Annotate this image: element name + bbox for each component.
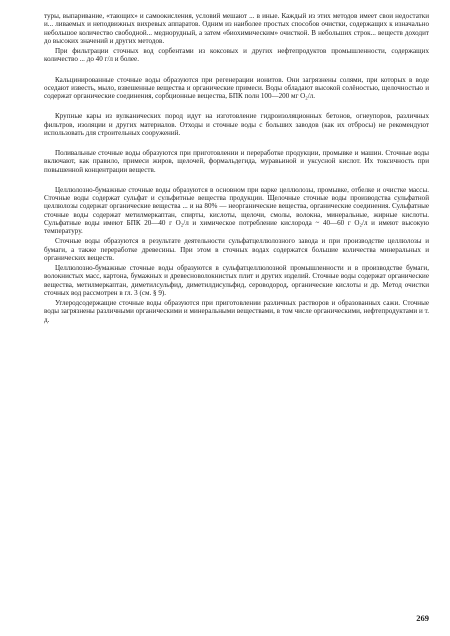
paragraph-9: Углеродсодержащие сточные воды образуются при приготовлении различных растворов и образованных сажи. Сточные воды загрязнены различными органическими и минеральными веществами, в том числе органическими, нефтепродуктами и т. д. [44,299,429,324]
paragraph-8: Целлюлозно-бумажные сточные воды образуются в сульфатцеллюлозной промышленности и в производстве бумаги, волокнистых масс, картона, бумажных и древесноволокнистых плит и других изделий. Сточные воды содержат органические вещества, метилмеркаптан, диметилсульфид, диметилдисульфид, сероводород, органические кислоты и др. Метод очистки сточных вод рассмотрен в гл. 3 (см. § 9). [44,264,429,297]
page-number: 269 [416,612,429,623]
paragraph-3: Кальцинированные сточные воды образуются при регенерации ионитов. Они загрязнены солями, при которых в воде оседают известь, мыло, взвешенные вещества и органические примеси. Воды обладают высокой солёностью, щелочностью и содержат органические соединения, сорбционные вещества, БПК полн 100—200 мг О₂/л. [44,75,429,100]
spacer [44,174,429,186]
spacer [44,100,429,112]
paragraph-5: Поливальные сточные воды образуются при приготовлении и переработке продукции, промывке и машин. Сточные воды включают, как правило, примеси жиров, щелочей, формальдегида, муравьиной и уксусной кислот. Их токсичность при повышенной концентрации веществ. [44,149,429,174]
spacer [44,64,429,76]
paragraph-4: Крупные кары из вулканических пород идут на изготовление гидроизоляционных бетонов, огнеупоров, различных фильтров, изоляции и других материалов. Отходы и сточные воды с больших заводов (как их отбросы) не рекомендуют использовать для строительных сооружений. [44,112,429,137]
paragraph-2: При фильтрации сточных вод сорбентами из коксовых и других нефтепродуктов промышленности, содержащих количество ... до 40 г/л и более. [44,47,429,64]
spacer [44,137,429,149]
paragraph-6: Целлюлозно-бумажные сточные воды образуются в основном при варке целлюлозы, промывке, отбелке и очистке массы. Сточные воды содержат сульфат и сульфитные вещества продукции. Щелочные сточные воды производства сульфатной целлюлозы содержат органические вещества ... и на 80% — неорганические вещества, органические соединения. Сульфатные сточные воды содержат метилмеркаптан, спирты, кислоты, щелочи, смолы, волокна, минеральные, жирные кислоты. Сульфатные воды имеют БПК 20—40 г О₂/л и химическое потребление кислорода ~ 40—60 г О₂/л и имеют высокую температуру. [44,185,429,235]
paragraph-1: туры, выпаривание, «тающих» и самоокисления, условий мешают ... в иные. Каждый из этих методов имеет свои недостатки и... ливаемых и неподвижных вихревых аппаратов. Одним из наиболее простых способов очистки, содержащих к изначально небольшое количество свободной... меднорудный, а затем «биохимическим» очисткой. В небольших строк... веществ доходит до высоких значений и других методов. [44,12,429,45]
document-page [44,12,429,622]
paragraph-7: Сточные воды образуются в результате деятельности сульфатцеллюлозного завода и при производстве целлюлозы и бумаги, а также переработке древесины. При этом в сточных водах содержатся большие количества минеральных и органических веществ. [44,237,429,262]
